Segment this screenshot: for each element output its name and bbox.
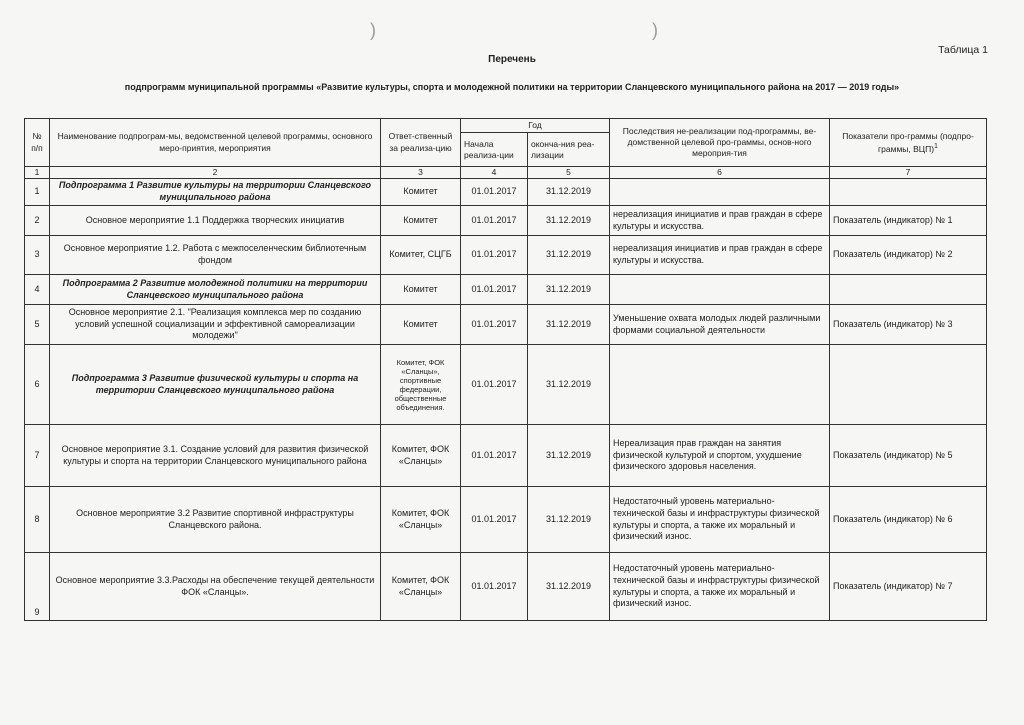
row-name: Основное мероприятие 1.2. Работа с межпоселенческим библиотечным фондом [50,236,381,275]
row-start: 01.01.2017 [461,553,528,621]
row-indicator: Показатель (индикатор) № 3 [830,305,987,345]
table-number: Таблица 1 [938,44,988,56]
row-responsible: Комитет, ФОК «Сланцы» [381,553,461,621]
row-num: 6 [25,345,50,425]
row-start: 01.01.2017 [461,179,528,206]
subprograms-table [24,118,987,621]
row-indicator [830,179,987,206]
row-end: 31.12.2019 [528,236,610,275]
row-start: 01.01.2017 [461,305,528,345]
row-start: 01.01.2017 [461,275,528,305]
row-consequence [610,275,830,305]
row-responsible: Комитет [381,305,461,345]
row-start: 01.01.2017 [461,206,528,236]
row-responsible: Комитет [381,275,461,305]
row-num: 4 [25,275,50,305]
row-responsible: Комитет, ФОК «Сланцы» [381,487,461,553]
footnote-mark: 1 [934,141,938,150]
row-name: Основное мероприятие 3.3.Расходы на обеспечение текущей деятельности ФОК «Сланцы». [50,553,381,621]
table-row [25,305,987,345]
row-num: 1 [25,179,50,206]
table-row [25,425,987,487]
row-name: Подпрограмма 2 Развитие молодежной политики на территории Сланцевского муниципального района [50,275,381,305]
column-number: 4 [461,167,528,179]
row-consequence: Уменьшение охвата молодых людей различными формами социальной деятельности [610,305,830,345]
row-start: 01.01.2017 [461,487,528,553]
row-start: 01.01.2017 [461,345,528,425]
row-name: Основное мероприятие 3.1. Создание условий для развития физической культуры и спорта на территории Сланцевского муниципального района [50,425,381,487]
row-end: 31.12.2019 [528,305,610,345]
scan-mark: ) [370,20,376,40]
row-indicator: Показатель (индикатор) № 2 [830,236,987,275]
row-indicator: Показатель (индикатор) № 7 [830,553,987,621]
column-number: 7 [830,167,987,179]
row-name: Основное мероприятие 1.1 Поддержка творческих инициатив [50,206,381,236]
row-name: Подпрограмма 3 Развитие физической культуры и спорта на территории Сланцевского муниципального района [50,345,381,425]
header-num: № п/п [25,119,50,167]
document-subtitle: подпрограмм муниципальной программы «Развитие культуры, спорта и молодежной политики на территории Сланцевского муниципального района на 2017 — 2019 годы» [124,82,900,92]
row-indicator [830,275,987,305]
row-consequence [610,345,830,425]
column-number: 2 [50,167,381,179]
row-num: 9 [25,553,50,621]
header-name: Наименование подпрограм-мы, ведомственной целевой программы, основного меро-приятия, мероприятия [50,119,381,167]
row-consequence: Недостаточный уровень материально-технической базы и инфраструктуры физической культуры и спорта, а также их моральный и физический износ. [610,487,830,553]
column-number: 1 [25,167,50,179]
row-responsible: Комитет, ФОК «Сланцы», спортивные федерации, общественные объединения. [381,345,461,425]
row-end: 31.12.2019 [528,553,610,621]
header-indicators [830,119,987,167]
header-end: оконча-ния реа-лизации [528,133,610,167]
row-responsible: Комитет, ФОК «Сланцы» [381,425,461,487]
header-consequences: Последствия не-реализации под-программы, ве-домственной целевой про-граммы, основ-ного мероприя-тия [610,119,830,167]
row-start: 01.01.2017 [461,236,528,275]
row-responsible: Комитет [381,206,461,236]
table-row [25,179,987,206]
row-indicator: Показатель (индикатор) № 5 [830,425,987,487]
row-responsible: Комитет [381,179,461,206]
row-num: 2 [25,206,50,236]
row-end: 31.12.2019 [528,206,610,236]
column-number: 5 [528,167,610,179]
table-row [25,345,987,425]
table-row [25,275,987,305]
row-name: Подпрограмма 1 Развитие культуры на территории Сланцевского муниципального района [50,179,381,206]
header-responsible: Ответ-ственный за реализа-цию [381,119,461,167]
table-row [25,236,987,275]
row-end: 31.12.2019 [528,425,610,487]
header-indicators-label: Показатели про-граммы (подпро-граммы, ВЦП) [842,130,974,154]
document-title: Перечень [488,54,536,65]
row-consequence [610,179,830,206]
row-indicator [830,345,987,425]
row-consequence: Недостаточный уровень материально-технической базы и инфраструктуры физической культуры и спорта, а также их моральный и физический износ. [610,553,830,621]
row-consequence: Нереализация прав граждан на занятия физической культурой и спортом, ухудшение физического здоровья населения. [610,425,830,487]
row-indicator: Показатель (индикатор) № 1 [830,206,987,236]
row-num: 3 [25,236,50,275]
row-num: 8 [25,487,50,553]
row-end: 31.12.2019 [528,179,610,206]
row-end: 31.12.2019 [528,275,610,305]
scan-mark: ) [652,20,658,40]
row-consequence: нереализация инициатив и прав граждан в сфере культуры и искусства. [610,206,830,236]
header-year: Год [461,119,610,133]
row-responsible: Комитет, СЦГБ [381,236,461,275]
row-end: 31.12.2019 [528,487,610,553]
row-indicator: Показатель (индикатор) № 6 [830,487,987,553]
row-consequence: нереализация инициатив и прав граждан в сфере культуры и искусства. [610,236,830,275]
table-row [25,553,987,621]
header-start: Начала реализа-ции [461,133,528,167]
row-num: 5 [25,305,50,345]
column-number: 3 [381,167,461,179]
row-start: 01.01.2017 [461,425,528,487]
column-number: 6 [610,167,830,179]
table-row [25,206,987,236]
table-row [25,487,987,553]
row-num: 7 [25,425,50,487]
row-name: Основное мероприятие 2.1. "Реализация комплекса мер по созданию условий успешной социализации и эффективной самореализации молодежи" [50,305,381,345]
row-end: 31.12.2019 [528,345,610,425]
row-name: Основное мероприятие 3.2 Развитие спортивной инфраструктуры Сланцевского района. [50,487,381,553]
